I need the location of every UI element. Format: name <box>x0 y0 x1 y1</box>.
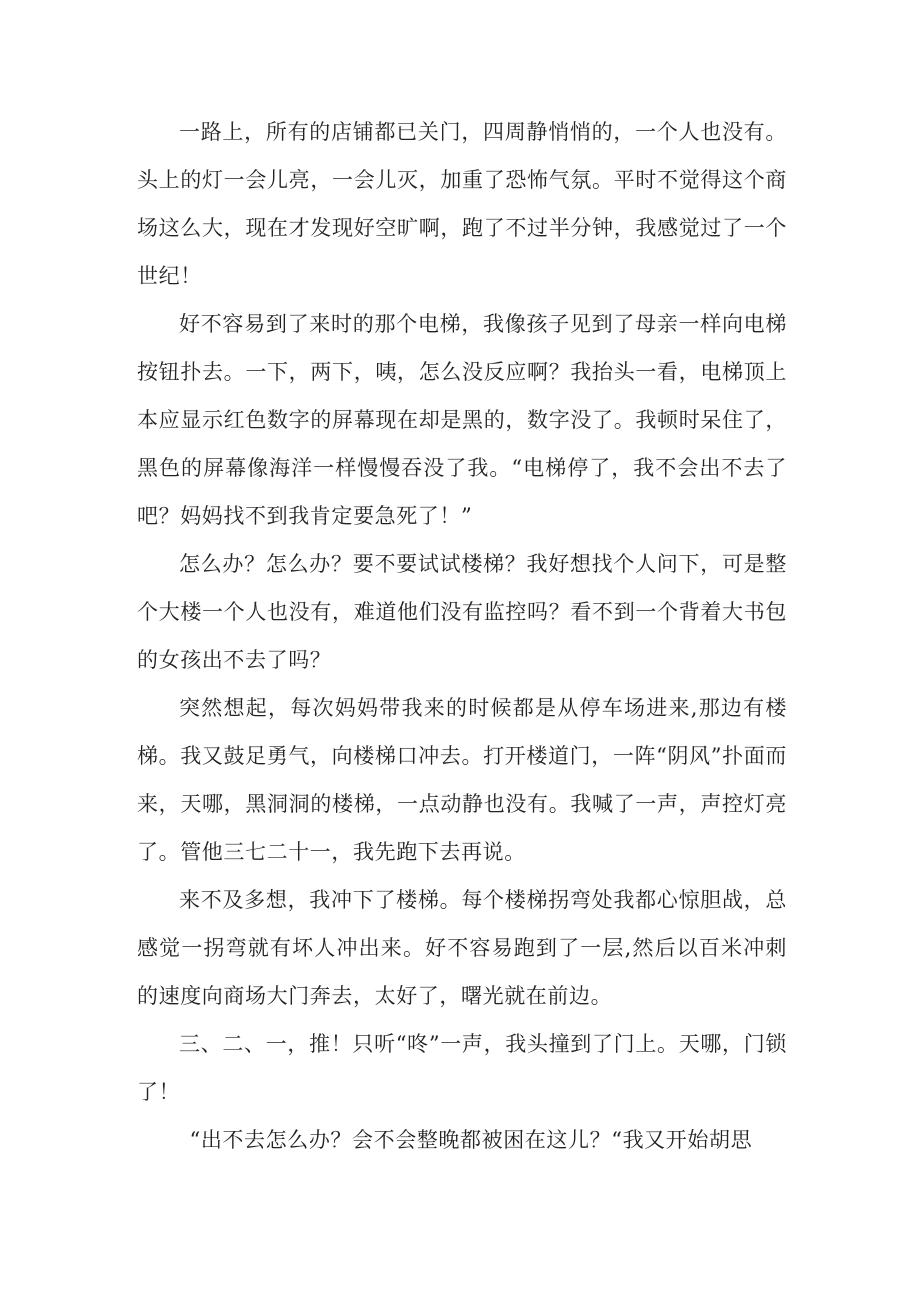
paragraph-6: 三、二、一，推！只听“咚”一声，我头撞到了门上。天哪，门锁了！ <box>137 1032 787 1104</box>
paragraph-4: 突然想起，每次妈妈带我来的时候都是从停车场进来,那边有楼梯。我又鼓足勇气，向楼梯口冲去。打开楼道门，一阵“阴风”扑面而来，天哪，黑洞洞的楼梯，一点动静也没有。我喊了一声，声控灯亮了。管他三七二十一，我先跑下去再说。 <box>137 696 787 864</box>
paragraph-5: 来不及多想，我冲下了楼梯。每个楼梯拐弯处我都心惊胆战，总感觉一拐弯就有坏人冲出来。好不容易跑到了一层,然后以百米冲刺的速度向商场大门奔去，太好了，曙光就在前边。 <box>137 888 787 1008</box>
paragraph-1: 一路上，所有的店铺都已关门，四周静悄悄的，一个人也没有。头上的灯一会儿亮，一会儿灭，加重了恐怖气氛。平时不觉得这个商场这么大，现在才发现好空旷啊，跑了不过半分钟，我感觉过了一个世纪！ <box>137 120 787 288</box>
paragraph-3: 怎么办？怎么办？要不要试试楼梯？我好想找个人问下，可是整个大楼一个人也没有，难道他们没有监控吗？看不到一个背着大书包的女孩出不去了吗？ <box>137 552 787 672</box>
story-body <box>137 108 787 1164</box>
paragraph-2: 好不容易到了来时的那个电梯，我像孩子见到了母亲一样向电梯按钮扑去。一下，两下，咦，怎么没反应啊？我抬头一看，电梯顶上本应显示红色数字的屏幕现在却是黑的，数字没了。我顿时呆住了，黑色的屏幕像海洋一样慢慢吞没了我。“电梯停了，我不会出不去了吧？妈妈找不到我肯定要急死了！” <box>137 312 787 528</box>
paragraph-7: “出不去怎么办？会不会整晚都被困在这儿？“我又开始胡思 <box>189 1128 753 1152</box>
